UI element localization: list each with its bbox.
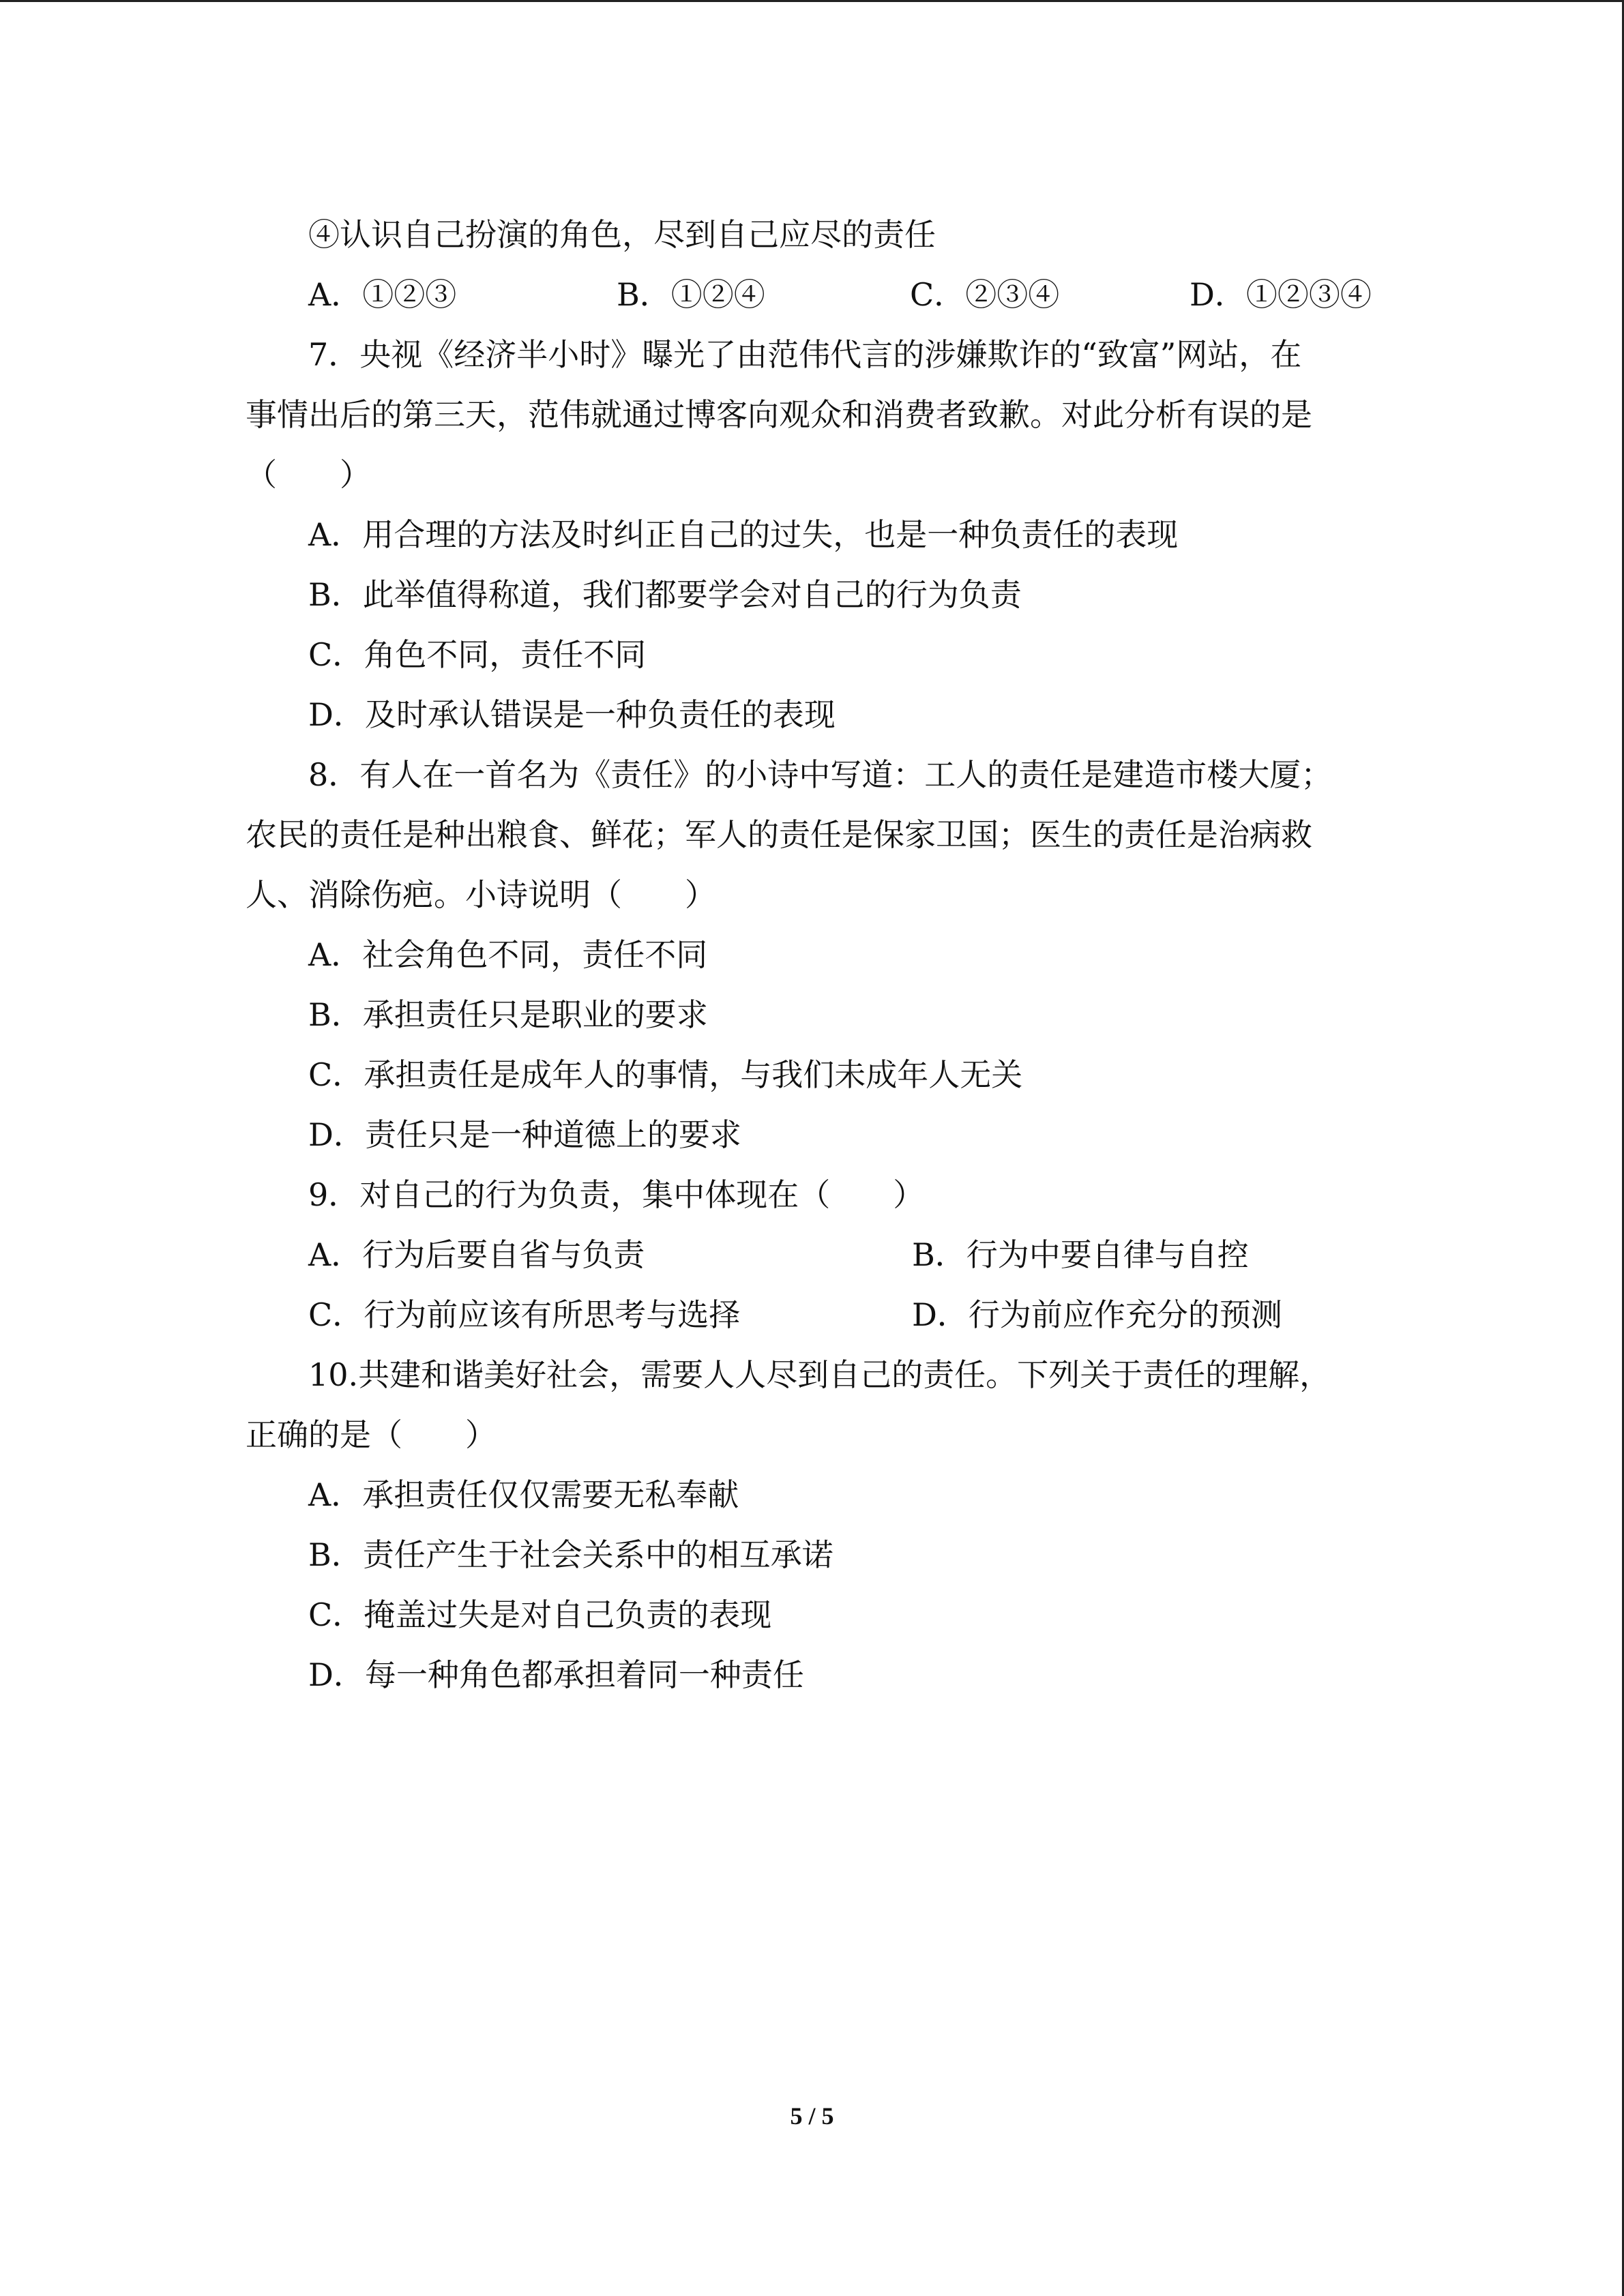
q7-option-b: B．此举值得称道，我们都要学会对自己的行为负责 [308,576,1022,613]
q9-stem: 9．对自己的行为负责，集中体现在（ ） [308,1176,925,1213]
q6-options [246,265,1378,325]
q8-option-a: A．社会角色不同，责任不同 [308,936,708,973]
q10-option-c: C．掩盖过失是对自己负责的表现 [308,1596,772,1633]
q7-option-c: C．角色不同，责任不同 [308,636,647,673]
q6-option-b: B．①②④ [617,276,765,313]
q9-options-row-2 [246,1285,1378,1345]
q9-option-a: A．行为后要自省与负责 [308,1236,645,1273]
q7-answer-blank: （ ） [246,456,371,493]
page-border-top [0,0,1624,2]
q10-stem-line-1: 10.共建和谐美好社会，需要人人尽到自己的责任。下列关于责任的理解， [308,1356,1331,1393]
document-body [246,205,1378,1705]
q6-item-4: ④认识自己扮演的角色，尽到自己应尽的责任 [308,216,936,253]
q10-option-b: B．责任产生于社会关系中的相互承诺 [308,1536,833,1573]
q7-option-a: A．用合理的方法及时纠正自己的过失，也是一种负责任的表现 [308,516,1179,553]
q8-stem-line-1: 8．有人在一首名为《责任》的小诗中写道：工人的责任是建造市楼大厦； [308,756,1333,793]
q6-option-a: A．①②③ [308,276,457,313]
q8-option-b: B．承担责任只是职业的要求 [308,996,708,1033]
q8-stem-line-2: 农民的责任是种出粮食、鲜花；军人的责任是保家卫国；医生的责任是治病救 [246,816,1312,853]
q9-option-b: B．行为中要自律与自控 [912,1236,1249,1273]
q8-option-d: D．责任只是一种道德上的要求 [308,1116,741,1153]
page-number: 5 / 5 [790,2102,834,2130]
q10-option-a: A．承担责任仅仅需要无私奉献 [308,1476,739,1513]
q8-stem-line-3: 人、消除伤疤。小诗说明（ ） [246,876,716,913]
q9-options-row-1 [246,1225,1378,1285]
q7-stem-line-2: 事情出后的第三天，范伟就通过博客向观众和消费者致歉。对此分析有误的是 [246,396,1312,433]
q6-option-d: D．①②③④ [1190,276,1372,313]
q6-option-c: C．②③④ [910,276,1060,313]
q10-stem-line-2: 正确的是（ ） [246,1416,497,1453]
q9-option-c: C．行为前应该有所思考与选择 [308,1296,741,1333]
q9-option-d: D．行为前应作充分的预测 [912,1296,1282,1333]
q7-option-d: D．及时承认错误是一种负责任的表现 [308,696,836,733]
q8-option-c: C．承担责任是成年人的事情，与我们未成年人无关 [308,1056,1023,1093]
q7-stem-line-1: 7．央视《经济半小时》曝光了由范伟代言的涉嫌欺诈的“致富”网站，在 [308,336,1302,373]
q10-option-d: D．每一种角色都承担着同一种责任 [308,1656,804,1693]
